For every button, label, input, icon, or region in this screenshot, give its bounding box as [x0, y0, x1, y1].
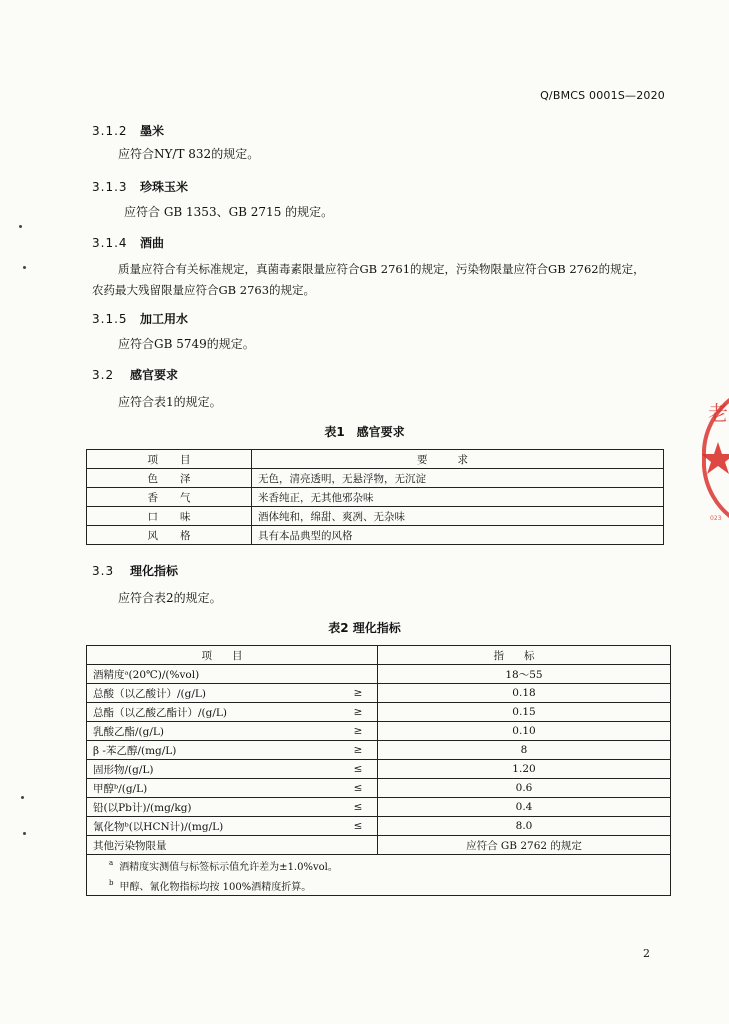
- table-cell: 香气: [87, 488, 252, 507]
- table-row: [87, 836, 671, 855]
- table-cell: 口味: [87, 507, 252, 526]
- table-footnote: [87, 855, 671, 876]
- scan-speck: [23, 832, 26, 835]
- header-cell-item: 项目: [87, 646, 378, 665]
- table-row: [87, 488, 664, 507]
- table2-caption: 表2 理化指标: [328, 621, 401, 635]
- section-title: 墨米: [140, 124, 165, 138]
- company-seal-stamp: [702, 384, 729, 532]
- item-cell: 其他污染物限量: [87, 836, 340, 855]
- sign-cell: ≤: [339, 760, 378, 779]
- value-cell: 应符合 GB 2762 的规定: [378, 836, 671, 855]
- section-body-line1: 质量应符合有关标准规定，真菌毒素限量应符合GB 2761的规定，污染物限量应符合GB 2762的规定，: [118, 262, 645, 276]
- value-cell: 8.0: [378, 817, 671, 836]
- physicochemical-table: [86, 645, 671, 896]
- table-row: [87, 760, 671, 779]
- section-heading: [92, 366, 178, 383]
- value-cell: 0.18: [378, 684, 671, 703]
- section-body: 应符合表2的规定。: [118, 591, 222, 605]
- table-cell: 米香纯正，无其他邪杂味: [252, 488, 664, 507]
- table-row: [87, 665, 671, 684]
- section-heading: [92, 178, 188, 195]
- value-cell: 0.10: [378, 722, 671, 741]
- table-row: [87, 741, 671, 760]
- section-heading: [92, 122, 164, 139]
- table-row: [87, 817, 671, 836]
- sensory-requirements-table: [86, 449, 664, 545]
- section-heading: [92, 562, 178, 579]
- table-cell: 色泽: [87, 469, 252, 488]
- table-cell: 无色，清亮透明，无悬浮物，无沉淀: [252, 469, 664, 488]
- section-body: 应符合 GB 1353、GB 2715 的规定。: [124, 205, 334, 219]
- table-cell: 风格: [87, 526, 252, 545]
- section-body: 应符合GB 5749的规定。: [118, 337, 255, 351]
- table-note-row: [87, 855, 671, 876]
- footnote-text: 甲醇、氰化物指标均按 100%酒精度折算。: [119, 881, 312, 893]
- item-cell: β -苯乙醇/(mg/L): [87, 741, 340, 760]
- section-number: 3.1.2: [92, 124, 128, 138]
- section-heading: [92, 234, 164, 251]
- table-header-row: [87, 646, 671, 665]
- value-cell: 1.20: [378, 760, 671, 779]
- table-cell: 酒体纯和，绵甜、爽冽、无杂味: [252, 507, 664, 526]
- sign-cell: ≤: [339, 779, 378, 798]
- footnote-mark: a: [109, 859, 114, 868]
- sign-cell: ≤: [339, 817, 378, 836]
- section-number: 3.1.5: [92, 312, 128, 326]
- table-row: [87, 526, 664, 545]
- svg-text:023: 023: [710, 515, 722, 522]
- scan-speck: [19, 225, 22, 228]
- table-row: [87, 507, 664, 526]
- section-title: 感官要求: [130, 368, 179, 382]
- sign-cell: ≤: [339, 798, 378, 817]
- section-number: 3.2: [92, 368, 115, 382]
- section-number: 3.1.3: [92, 180, 128, 194]
- section-body-line2: 农药最大残留限量应符合GB 2763的规定。: [92, 283, 316, 297]
- sign-cell: ≥: [339, 722, 378, 741]
- scan-speck: [21, 796, 24, 799]
- sign-cell: ≥: [339, 684, 378, 703]
- item-cell: 总酸（以乙酸计）/(g/L): [87, 684, 340, 703]
- table-row: [87, 703, 671, 722]
- item-cell: 酒精度ᵃ(20℃)/(%vol): [87, 665, 340, 684]
- section-heading: [92, 310, 188, 327]
- item-cell: 乳酸乙酯/(g/L): [87, 722, 340, 741]
- sign-cell: [339, 836, 378, 855]
- header-cell-indicator: 指标: [378, 646, 671, 665]
- value-cell: 0.4: [378, 798, 671, 817]
- section-body: 应符合NY/T 832的规定。: [118, 147, 260, 161]
- table-note-row: [87, 875, 671, 896]
- value-cell: 0.6: [378, 779, 671, 798]
- table-footnote: [87, 875, 671, 896]
- item-cell: 氰化物ᵇ(以HCN计)/(mg/L): [87, 817, 340, 836]
- table1-caption: 表1 感官要求: [324, 425, 405, 439]
- item-cell: 固形物/(g/L): [87, 760, 340, 779]
- value-cell: 18～55: [378, 665, 671, 684]
- section-number: 3.1.4: [92, 236, 128, 250]
- table-row: [87, 684, 671, 703]
- document-code: Q/BMCS 0001S—2020: [540, 89, 665, 102]
- section-title: 加工用水: [140, 312, 189, 326]
- header-cell-requirement: 要求: [252, 450, 664, 469]
- svg-text:老: 老: [708, 401, 728, 425]
- sign-cell: [339, 665, 378, 684]
- section-number: 3.3: [92, 564, 115, 578]
- section-body: 应符合表1的规定。: [118, 395, 222, 409]
- sign-cell: ≥: [339, 703, 378, 722]
- table-row: [87, 779, 671, 798]
- value-cell: 0.15: [378, 703, 671, 722]
- scan-speck: [23, 266, 26, 269]
- item-cell: 总酯（以乙酸乙酯计）/(g/L): [87, 703, 340, 722]
- footnote-mark: b: [109, 879, 114, 888]
- item-cell: 甲醇ᵇ/(g/L): [87, 779, 340, 798]
- page-number: 2: [643, 947, 650, 960]
- sign-cell: ≥: [339, 741, 378, 760]
- footnote-text: 酒精度实测值与标签标示值允许差为±1.0%vol。: [119, 861, 338, 873]
- section-title: 理化指标: [130, 564, 179, 578]
- table-header-row: [87, 450, 664, 469]
- header-cell-item: 项目: [87, 450, 252, 469]
- table-row: [87, 798, 671, 817]
- table-cell: 具有本品典型的风格: [252, 526, 664, 545]
- value-cell: 8: [378, 741, 671, 760]
- table-row: [87, 469, 664, 488]
- section-title: 珍珠玉米: [140, 180, 189, 194]
- item-cell: 铅(以Pb计)/(mg/kg): [87, 798, 340, 817]
- table-row: [87, 722, 671, 741]
- section-title: 酒曲: [140, 236, 165, 250]
